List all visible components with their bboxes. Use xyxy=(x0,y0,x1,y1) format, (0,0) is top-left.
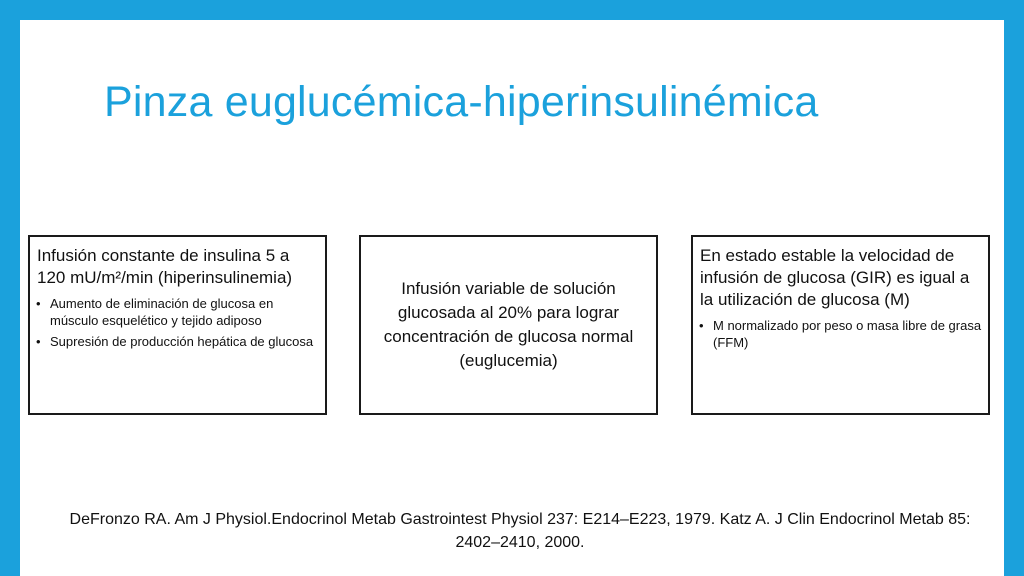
list-item-text: M normalizado por peso o masa libre de grasa (FFM) xyxy=(713,318,982,350)
list-item xyxy=(36,295,319,329)
list-item-text: Aumento de eliminación de glucosa en músculo esquelético y tejido adiposo xyxy=(50,296,274,328)
glucose-infusion-box xyxy=(359,235,658,415)
slide xyxy=(20,20,1004,576)
bullet-icon: • xyxy=(36,296,41,311)
steady-state-list xyxy=(693,317,988,351)
bullet-icon: • xyxy=(699,318,704,333)
insulin-infusion-heading: Infusión constante de insulina 5 a 120 mU/m²/min (hiperinsulinemia) xyxy=(37,246,293,287)
list-item xyxy=(699,317,982,351)
insulin-effects-list xyxy=(30,295,325,350)
bullet-icon: • xyxy=(36,334,41,349)
slide-title: Pinza euglucémica-hiperinsulinémica xyxy=(104,78,819,126)
reference-citation: DeFronzo RA. Am J Physiol.Endocrinol Metab Gastrointest Physiol 237: E214–E223, 1979. Katz A. J Clin Endocrinol Metab 85: 2402–2410, 2000. xyxy=(69,511,971,551)
list-item xyxy=(36,333,319,350)
steady-state-heading: En estado estable la velocidad de infusión de glucosa (GIR) es igual a la utilización de glucosa (M) xyxy=(700,246,970,309)
insulin-infusion-box xyxy=(28,235,327,415)
list-item-text: Supresión de producción hepática de glucosa xyxy=(50,334,314,349)
glucose-infusion-text: Infusión variable de solución glucosada al 20% para lograr concentración de glucosa normal (euglucemia) xyxy=(383,279,634,370)
steady-state-box xyxy=(691,235,990,415)
